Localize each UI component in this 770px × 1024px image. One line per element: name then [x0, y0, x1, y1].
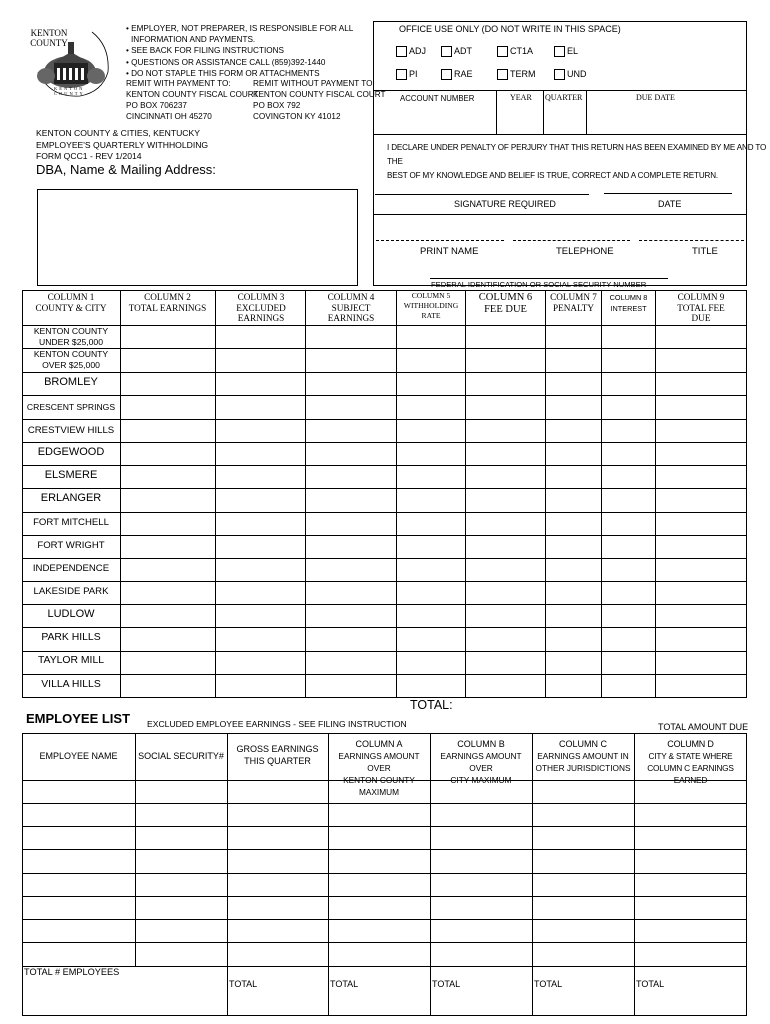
employee-row-rule: [22, 919, 747, 920]
column-header-3: [228, 292, 294, 324]
remit-without-heading: REMIT WITHOUT PAYMENT TO:: [253, 79, 375, 88]
instruction-line: INFORMATION AND PAYMENTS.: [131, 35, 256, 45]
column-number: COLUMN 9: [677, 292, 725, 302]
excluded-earnings-note: EXCLUDED EMPLOYEE EARNINGS - SEE FILING INSTRUCTION: [147, 719, 407, 729]
row-label-park-hills: PARK HILLS: [41, 632, 101, 643]
employee-row-rule: [22, 803, 747, 804]
checkbox-label: ADJ: [409, 46, 427, 56]
remit-without-payee: KENTON COUNTY FISCAL COURT: [253, 90, 386, 99]
mailing-address-box[interactable]: [37, 189, 358, 286]
row-label-kenton-over: [22, 349, 120, 371]
ssn-header: SOCIAL SECURITY#: [138, 751, 224, 761]
title-label: TITLE: [692, 246, 718, 257]
signature-label: SIGNATURE REQUIRED: [454, 199, 556, 209]
checkbox-label: RAE: [454, 69, 473, 79]
table-col-divider: [396, 290, 397, 698]
column-b-total: TOTAL: [432, 979, 461, 989]
fee-total-label: TOTAL:: [410, 698, 453, 712]
employee-row-rule: [22, 873, 747, 874]
logo-top-text: KENTON COUNTY: [30, 28, 68, 48]
checkbox-label: EL: [567, 46, 579, 56]
header-line: COLUMN A: [355, 739, 403, 749]
year-divider: [543, 90, 544, 134]
row-label-line: UNDER $25,000: [38, 337, 103, 347]
header-line: GROSS EARNINGS: [236, 744, 319, 754]
column-number: COLUMN 7: [550, 292, 597, 302]
signature-line[interactable]: [375, 194, 589, 195]
employee-row-rule: [22, 966, 747, 967]
employee-col-divider: [532, 733, 533, 1016]
header-line: CITY & STATE WHERE: [648, 751, 733, 761]
checkbox-adj[interactable]: [396, 46, 407, 57]
row-label-villa-hills: VILLA HILLS: [41, 679, 101, 690]
column-title: PENALTY: [552, 302, 594, 313]
table-col-divider: [545, 290, 546, 698]
checkbox-ct1a[interactable]: [497, 46, 508, 57]
table-row-rule: [22, 488, 747, 489]
form-title: [36, 128, 208, 163]
column-number: COLUMN 5: [411, 291, 451, 300]
column-title: WITHHOLDING RATE: [403, 301, 459, 320]
checkbox-label: UND: [567, 69, 587, 79]
column-a-header: [328, 738, 430, 798]
gross-earnings-total: TOTAL: [229, 979, 258, 989]
row-label-bromley: BROMLEY: [44, 376, 98, 388]
table-row-rule: [22, 512, 747, 513]
title-line[interactable]: [639, 240, 744, 241]
telephone-line[interactable]: [513, 240, 630, 241]
table-row-rule: [22, 395, 747, 396]
column-b-header: [430, 738, 532, 786]
table-col-divider: [120, 290, 121, 698]
column-title: FEE DUE: [484, 304, 527, 315]
instructions-list: [126, 23, 353, 79]
employee-row-rule: [22, 942, 747, 943]
table-col-divider: [305, 290, 306, 698]
header-line: EARNINGS AMOUNT IN: [537, 751, 629, 761]
column-title: INTEREST: [610, 303, 647, 313]
instruction-line: • QUESTIONS OR ASSISTANCE CALL (859)392-1440: [126, 57, 326, 67]
header-line: EARNINGS AMOUNT OVER: [338, 751, 420, 773]
checkbox-adt[interactable]: [441, 46, 452, 57]
gross-earnings-header: [227, 743, 328, 767]
declaration-line: BEST OF MY KNOWLEDGE AND BELIEF IS TRUE, CORRECT AND A COMPLETE RETURN.: [387, 171, 719, 180]
total-employees-label: TOTAL # EMPLOYEES: [24, 967, 120, 977]
table-row-rule: [22, 604, 747, 605]
remit-without-pobox: PO BOX 792: [253, 101, 301, 110]
remit-without-city: COVINGTON KY 41012: [253, 112, 341, 121]
row-label-ludlow: LUDLOW: [47, 608, 95, 620]
header-line: CITY MAXIMUM: [450, 775, 512, 785]
header-line: COLUMN C: [558, 739, 607, 749]
column-title: COUNTY & CITY: [35, 302, 107, 313]
instruction-line: • DO NOT STAPLE THIS FORM OR ATTACHMENTS: [126, 68, 320, 78]
row-label-crescent-springs: CRESCENT SPRINGS: [26, 402, 116, 412]
header-line: OTHER JURISDICTIONS: [535, 763, 631, 773]
table-row-rule: [22, 442, 747, 443]
table-row-rule: [22, 558, 747, 559]
checkbox-label: ADT: [454, 46, 472, 56]
row-label-elsmere: ELSMERE: [44, 469, 98, 481]
fein-line[interactable]: [430, 278, 668, 279]
employee-name-header: EMPLOYEE NAME: [39, 751, 118, 761]
table-row-rule: [22, 348, 747, 349]
checkbox-label: PI: [409, 69, 418, 79]
instruction-line: • EMPLOYER, NOT PREPARER, IS RESPONSIBLE FOR ALL: [126, 24, 354, 33]
column-c-header: [532, 738, 634, 774]
fee-table: [22, 290, 747, 698]
table-header-rule: [22, 325, 747, 326]
column-header-5: [398, 291, 464, 321]
row-label-edgewood: EDGEWOOD: [37, 446, 105, 458]
checkbox-pi[interactable]: [396, 69, 407, 80]
column-header-1: [22, 292, 120, 313]
date-line[interactable]: [604, 193, 732, 194]
remit-without-payment: [253, 78, 386, 122]
employee-list-title: EMPLOYEE LIST: [26, 711, 131, 726]
row-label-independence: INDEPENDENCE: [32, 563, 110, 574]
section-rule: [373, 214, 747, 215]
row-label-fort-wright: FORT WRIGHT: [37, 540, 105, 551]
column-header-4: [318, 292, 384, 324]
column-number: COLUMN 8: [609, 293, 648, 302]
header-line: THIS QUARTER: [244, 756, 311, 766]
column-header-8: [602, 293, 655, 314]
column-number: COLUMN 2: [144, 292, 191, 302]
checkbox-term[interactable]: [497, 69, 508, 80]
fein-label: FEDERAL IDENTIFICATION OR SOCIAL SECURITY NUMBER: [431, 280, 647, 289]
header-line: COLUMN C EARNINGS EARNED: [647, 763, 734, 785]
table-col-divider: [465, 290, 466, 698]
table-row-rule: [22, 372, 747, 373]
column-header-2: [120, 292, 215, 313]
header-line: COLUMN B: [457, 739, 505, 749]
table-row-rule: [22, 465, 747, 466]
checkbox-label: CT1A: [510, 46, 534, 56]
column-number: COLUMN 4: [327, 292, 375, 302]
remit-with-heading: REMIT WITH PAYMENT TO:: [126, 79, 231, 88]
row-label-fort-mitchell: FORT MITCHELL: [33, 517, 109, 528]
column-header-7: [546, 292, 601, 313]
checkbox-rae[interactable]: [441, 69, 452, 80]
checkbox-label: TERM: [510, 69, 536, 79]
table-col-divider: [601, 290, 602, 698]
row-label-line: OVER $25,000: [42, 360, 100, 370]
header-line: KENTON COUNTY MAXIMUM: [343, 775, 415, 797]
logo-arc-text: KENTON COUNTY: [54, 86, 85, 96]
table-row-rule: [22, 651, 747, 652]
table-row-rule: [22, 627, 747, 628]
row-label-line: KENTON COUNTY: [33, 349, 109, 359]
total-amount-due-label: TOTAL AMOUNT DUE: [658, 722, 749, 732]
account-divider: [496, 90, 497, 134]
instruction-line: • SEE BACK FOR FILING INSTRUCTIONS: [126, 46, 284, 56]
row-label-crestview-hills: CRESTVIEW HILLS: [27, 425, 115, 436]
employee-col-divider: [135, 733, 136, 966]
row-label-kenton-under: [22, 326, 120, 348]
remit-with-pobox: PO BOX 706237: [126, 101, 187, 110]
column-d-header: [634, 738, 747, 786]
print-name-line[interactable]: [376, 240, 504, 241]
telephone-label: TELEPHONE: [556, 246, 614, 257]
account-row-top-rule: [373, 90, 747, 91]
quarter-label: QUARTER: [545, 93, 583, 102]
print-name-label: PRINT NAME: [420, 246, 479, 257]
due-date-label: DUE DATE: [636, 93, 675, 102]
table-row-rule: [22, 674, 747, 675]
checkbox-und[interactable]: [554, 69, 565, 80]
table-col-divider: [215, 290, 216, 698]
employee-row-rule: [22, 896, 747, 897]
checkbox-el[interactable]: [554, 46, 565, 57]
column-d-total: TOTAL: [636, 979, 665, 989]
form-title-line: EMPLOYEE'S QUARTERLY WITHHOLDING: [36, 139, 209, 150]
column-title: SUBJECT EARNINGS: [327, 302, 375, 323]
row-label-lakeside-park: LAKESIDE PARK: [33, 586, 109, 597]
declaration-text: [387, 141, 770, 183]
column-header-6: [466, 292, 545, 316]
header-line: COLUMN D: [667, 739, 714, 749]
row-label-line: KENTON COUNTY: [33, 326, 109, 336]
table-row-rule: [22, 581, 747, 582]
column-title: TOTAL FEE DUE: [677, 302, 725, 323]
account-number-label: ACCOUNT NUMBER: [400, 94, 475, 103]
quarter-divider: [586, 90, 587, 134]
account-row-bottom-rule: [373, 134, 747, 135]
declaration-line: I DECLARE UNDER PENALTY OF PERJURY THAT THIS RETURN HAS BEEN EXAMINED BY ME AND TO THE: [387, 143, 767, 166]
table-row-rule: [22, 535, 747, 536]
date-label: DATE: [658, 199, 682, 209]
column-number: COLUMN 3: [237, 292, 285, 302]
column-c-total: TOTAL: [534, 979, 563, 989]
column-title: EXCLUDED EARNINGS: [236, 302, 286, 323]
remit-with-payee: KENTON COUNTY FISCAL COURT: [126, 90, 259, 99]
remit-with-payment: [126, 78, 259, 122]
employee-row-rule: [22, 849, 747, 850]
column-number: COLUMN 1: [47, 292, 95, 302]
table-row-rule: [22, 419, 747, 420]
header-line: EARNINGS AMOUNT OVER: [440, 751, 522, 773]
office-use-title: OFFICE USE ONLY (DO NOT WRITE IN THIS SPACE): [399, 24, 621, 34]
column-a-total: TOTAL: [330, 979, 359, 989]
year-label: YEAR: [510, 93, 532, 102]
column-title: TOTAL EARNINGS: [128, 302, 207, 313]
row-label-erlanger: ERLANGER: [40, 492, 102, 504]
employee-col-divider: [227, 733, 228, 1016]
form-number: FORM QCC1 - REV 1/2014: [36, 151, 142, 161]
column-number: COLUMN 6: [478, 292, 533, 303]
form-title-line: KENTON COUNTY & CITIES, KENTUCKY: [36, 128, 200, 138]
employee-row-rule: [22, 826, 747, 827]
table-col-divider: [655, 290, 656, 698]
column-header-9: [668, 292, 734, 324]
remit-with-city: CINCINNATI OH 45270: [126, 112, 212, 121]
county-logo: [28, 28, 110, 98]
dba-label: DBA, Name & Mailing Address:: [36, 162, 216, 177]
row-label-taylor-mill: TAYLOR MILL: [37, 655, 105, 666]
